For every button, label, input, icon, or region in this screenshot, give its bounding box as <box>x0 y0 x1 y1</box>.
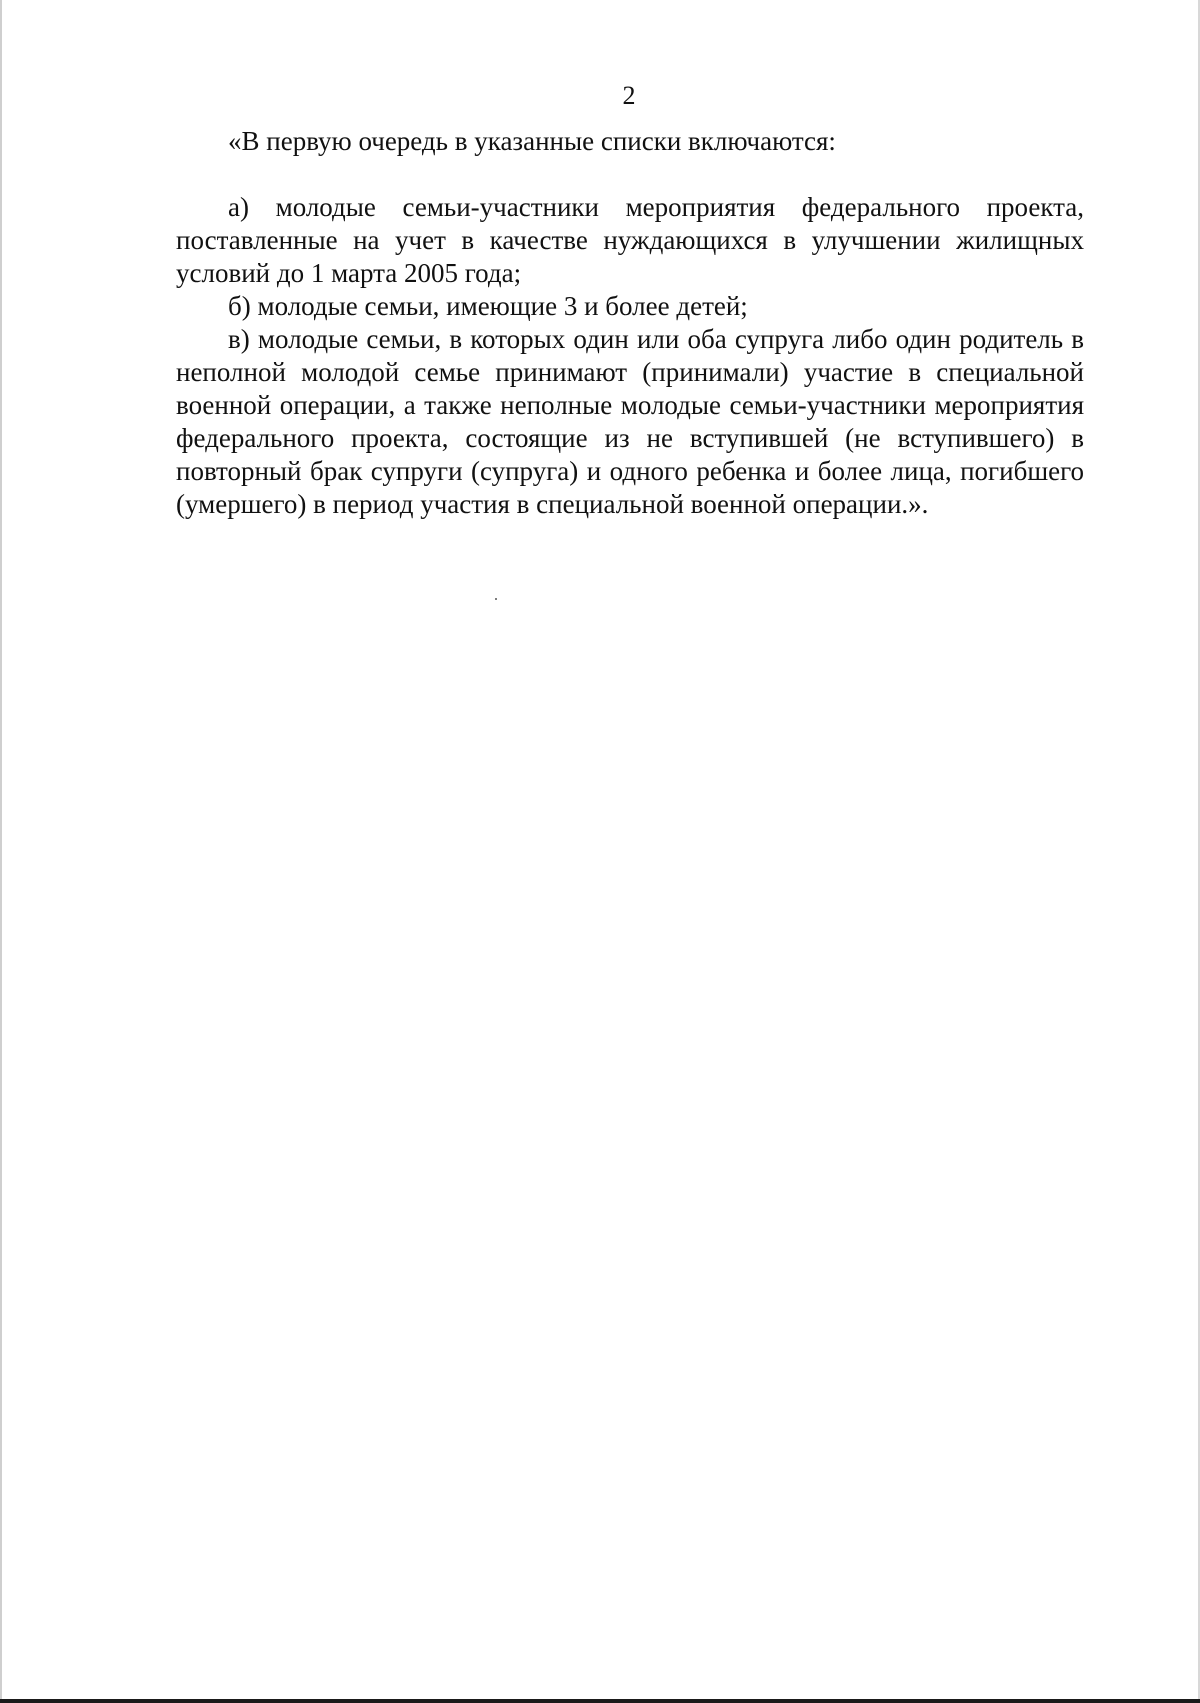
list-item-b: б) молодые семьи, имеющие 3 и более детей; <box>228 291 748 321</box>
list-item-v: в) молодые семьи, в которых один или оба супруга либо один родитель в неполной молодой семье принимают (принимали) участие в специальной военной операции, а также неполные молодые семьи-участники мероприятия федерального проекта, состоящие из не вступившей (не вступившего) в повторный брак супруги (супруга) и одного ребенка и более лица, погибшего (умершего) в период участия в специальной военной операции.». <box>176 324 1084 519</box>
scan-edge-left <box>0 0 2 1703</box>
intro-paragraph: «В первую очередь в указанные списки включаются: <box>228 126 836 156</box>
scan-speck <box>495 598 497 600</box>
page-number: 2 <box>622 81 636 110</box>
document-body <box>176 125 1084 521</box>
list-item-a: а) молодые семьи-участники мероприятия федерального проекта, поставленные на учет в качестве нуждающихся в улучшении жилищных условий до 1 марта 2005 года; <box>176 192 1084 288</box>
scan-edge-bottom <box>0 1699 1200 1703</box>
